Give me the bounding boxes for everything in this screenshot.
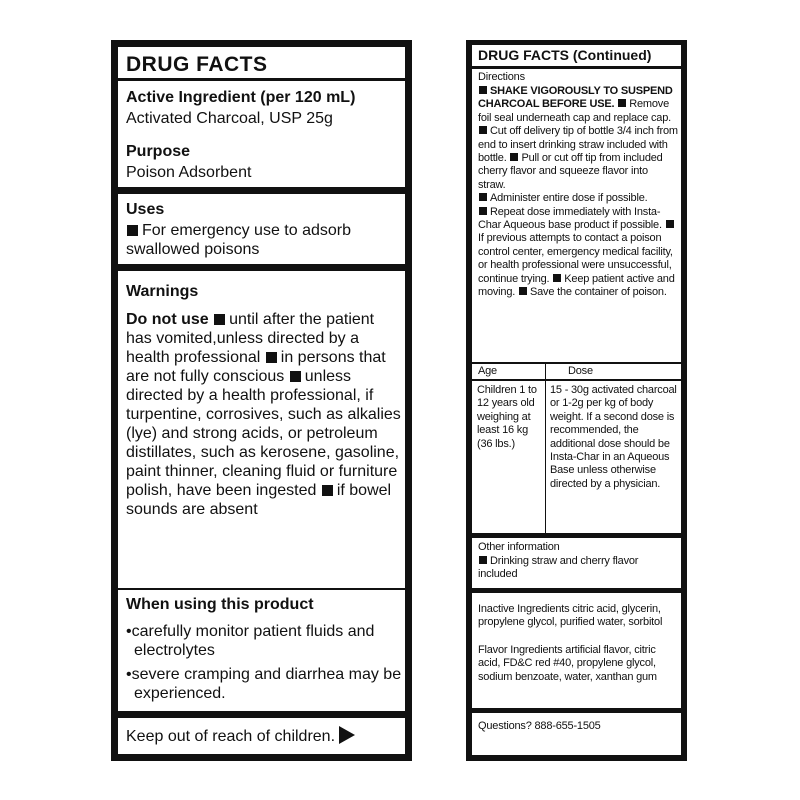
inactive-ingredients-text: Inactive Ingredients citric acid, glycerin, propylene glycol, purified water, sorbitol: [478, 603, 663, 629]
table-header-rule: [472, 379, 681, 381]
when-using-item: •carefully monitor patient fluids and electrolytes: [126, 623, 375, 659]
bullet-square-icon: [290, 371, 301, 382]
purpose-text: Poison Adsorbent: [126, 164, 252, 181]
uses-box: [118, 194, 405, 264]
bullet-square-icon: [479, 556, 487, 564]
table-cell-dose: 15 - 30g activated charcoal or 1-2g per kg of body weight. If a second dose is recommended, the additional dose should be Insta-Char in an Aqueous Base unless otherwise directed by a physician.: [550, 384, 677, 490]
uses-heading: Uses: [126, 201, 165, 218]
other-information-heading: Other information: [478, 541, 560, 553]
keep-out-text: Keep out of reach of children.: [126, 726, 355, 746]
table-cell-age: Children 1 to 12 years old weighing at least 16 kg (36 lbs.): [477, 384, 537, 450]
other-information-text: Drinking straw and cherry flavor included: [478, 555, 639, 581]
questions-box: [472, 713, 681, 755]
warnings-heading: Warnings: [126, 283, 199, 300]
active-ingredient-text: Activated Charcoal, USP 25g: [126, 110, 333, 127]
bullet-square-icon: [479, 86, 487, 94]
drug-facts-continued-panel: [466, 40, 687, 761]
when-using-item: •severe cramping and diarrhea may be experienced.: [126, 666, 402, 702]
bullet-square-icon: [479, 193, 487, 201]
when-using-heading: When using this product: [126, 596, 314, 613]
bullet-square-icon: [666, 220, 674, 228]
other-information-box: [472, 538, 681, 588]
warnings-box: [118, 271, 405, 711]
bullet-square-icon: [519, 287, 527, 295]
bullet-square-icon: [127, 225, 138, 236]
bullet-square-icon: [553, 274, 561, 282]
bullet-square-icon: [266, 352, 277, 363]
table-top-rule: [472, 362, 681, 364]
do-not-use-text: Do not use until after the patient has vomited,unless directed by a health professional in persons that are not fully conscious unless directed by a health professional, if turpentine, corrosives, such as alkalies (lye) and strong acids, or petroleum distillates, such as kerosene, gasoline, paint thinner, cleaning fluid or furniture polish, have been ingested if bowel sounds are absent: [126, 311, 401, 518]
bullet-square-icon: [479, 126, 487, 134]
table-header-dose: Dose: [568, 365, 593, 377]
do-not-use-label: Do not use: [126, 311, 209, 328]
bullet-square-icon: [322, 485, 333, 496]
warnings-rule: [118, 588, 405, 590]
bullet-square-icon: [510, 153, 518, 161]
title-rule: [118, 78, 405, 81]
title-rule: [472, 66, 681, 69]
table-column-rule: [545, 362, 546, 533]
bullet-square-icon: [479, 207, 487, 215]
directions-text: SHAKE VIGOROUSLY TO SUSPEND CHARCOAL BEFORE USE. Remove foil seal underneath cap and replace cap. Cut off delivery tip of bottle 3/4 inch from end to insert drinking straw included with bottle. Pull or cut off tip from included cherry flavor and squeeze flavor into straw. Administer entire dose if possible. Repeat dose immediately with Insta-Char Aqueous base product if possible. If previous attempts to contact a poison control center, emergency medical facility, or health professional were unsuccessful, continue trying. Keep patient active and moving. Save the container of poison.: [478, 85, 678, 299]
directions-heading: Directions: [478, 71, 525, 83]
active-ingredient-box: [118, 47, 405, 187]
uses-text: For emergency use to adsorb swallowed poisons: [126, 222, 351, 258]
table-header-age: Age: [478, 365, 497, 377]
questions-text: Questions? 888-655-1505: [478, 720, 601, 732]
bullet-square-icon: [214, 314, 225, 325]
active-ingredient-heading: Active Ingredient (per 120 mL): [126, 89, 356, 106]
drug-facts-panel: [111, 40, 412, 761]
flavor-ingredients-text: Flavor Ingredients artificial flavor, citric acid, FD&C red #40, propylene glycol, sodium benzoate, water, xanthan gum: [478, 644, 657, 683]
panel-title-continued: DRUG FACTS (Continued): [478, 47, 652, 63]
arrow-right-icon: [339, 726, 355, 744]
ingredients-box: [472, 593, 681, 708]
directions-box: [472, 45, 681, 533]
purpose-heading: Purpose: [126, 143, 191, 160]
keep-out-box: [118, 718, 405, 754]
panel-title: DRUG FACTS: [126, 53, 268, 76]
bullet-square-icon: [618, 99, 626, 107]
